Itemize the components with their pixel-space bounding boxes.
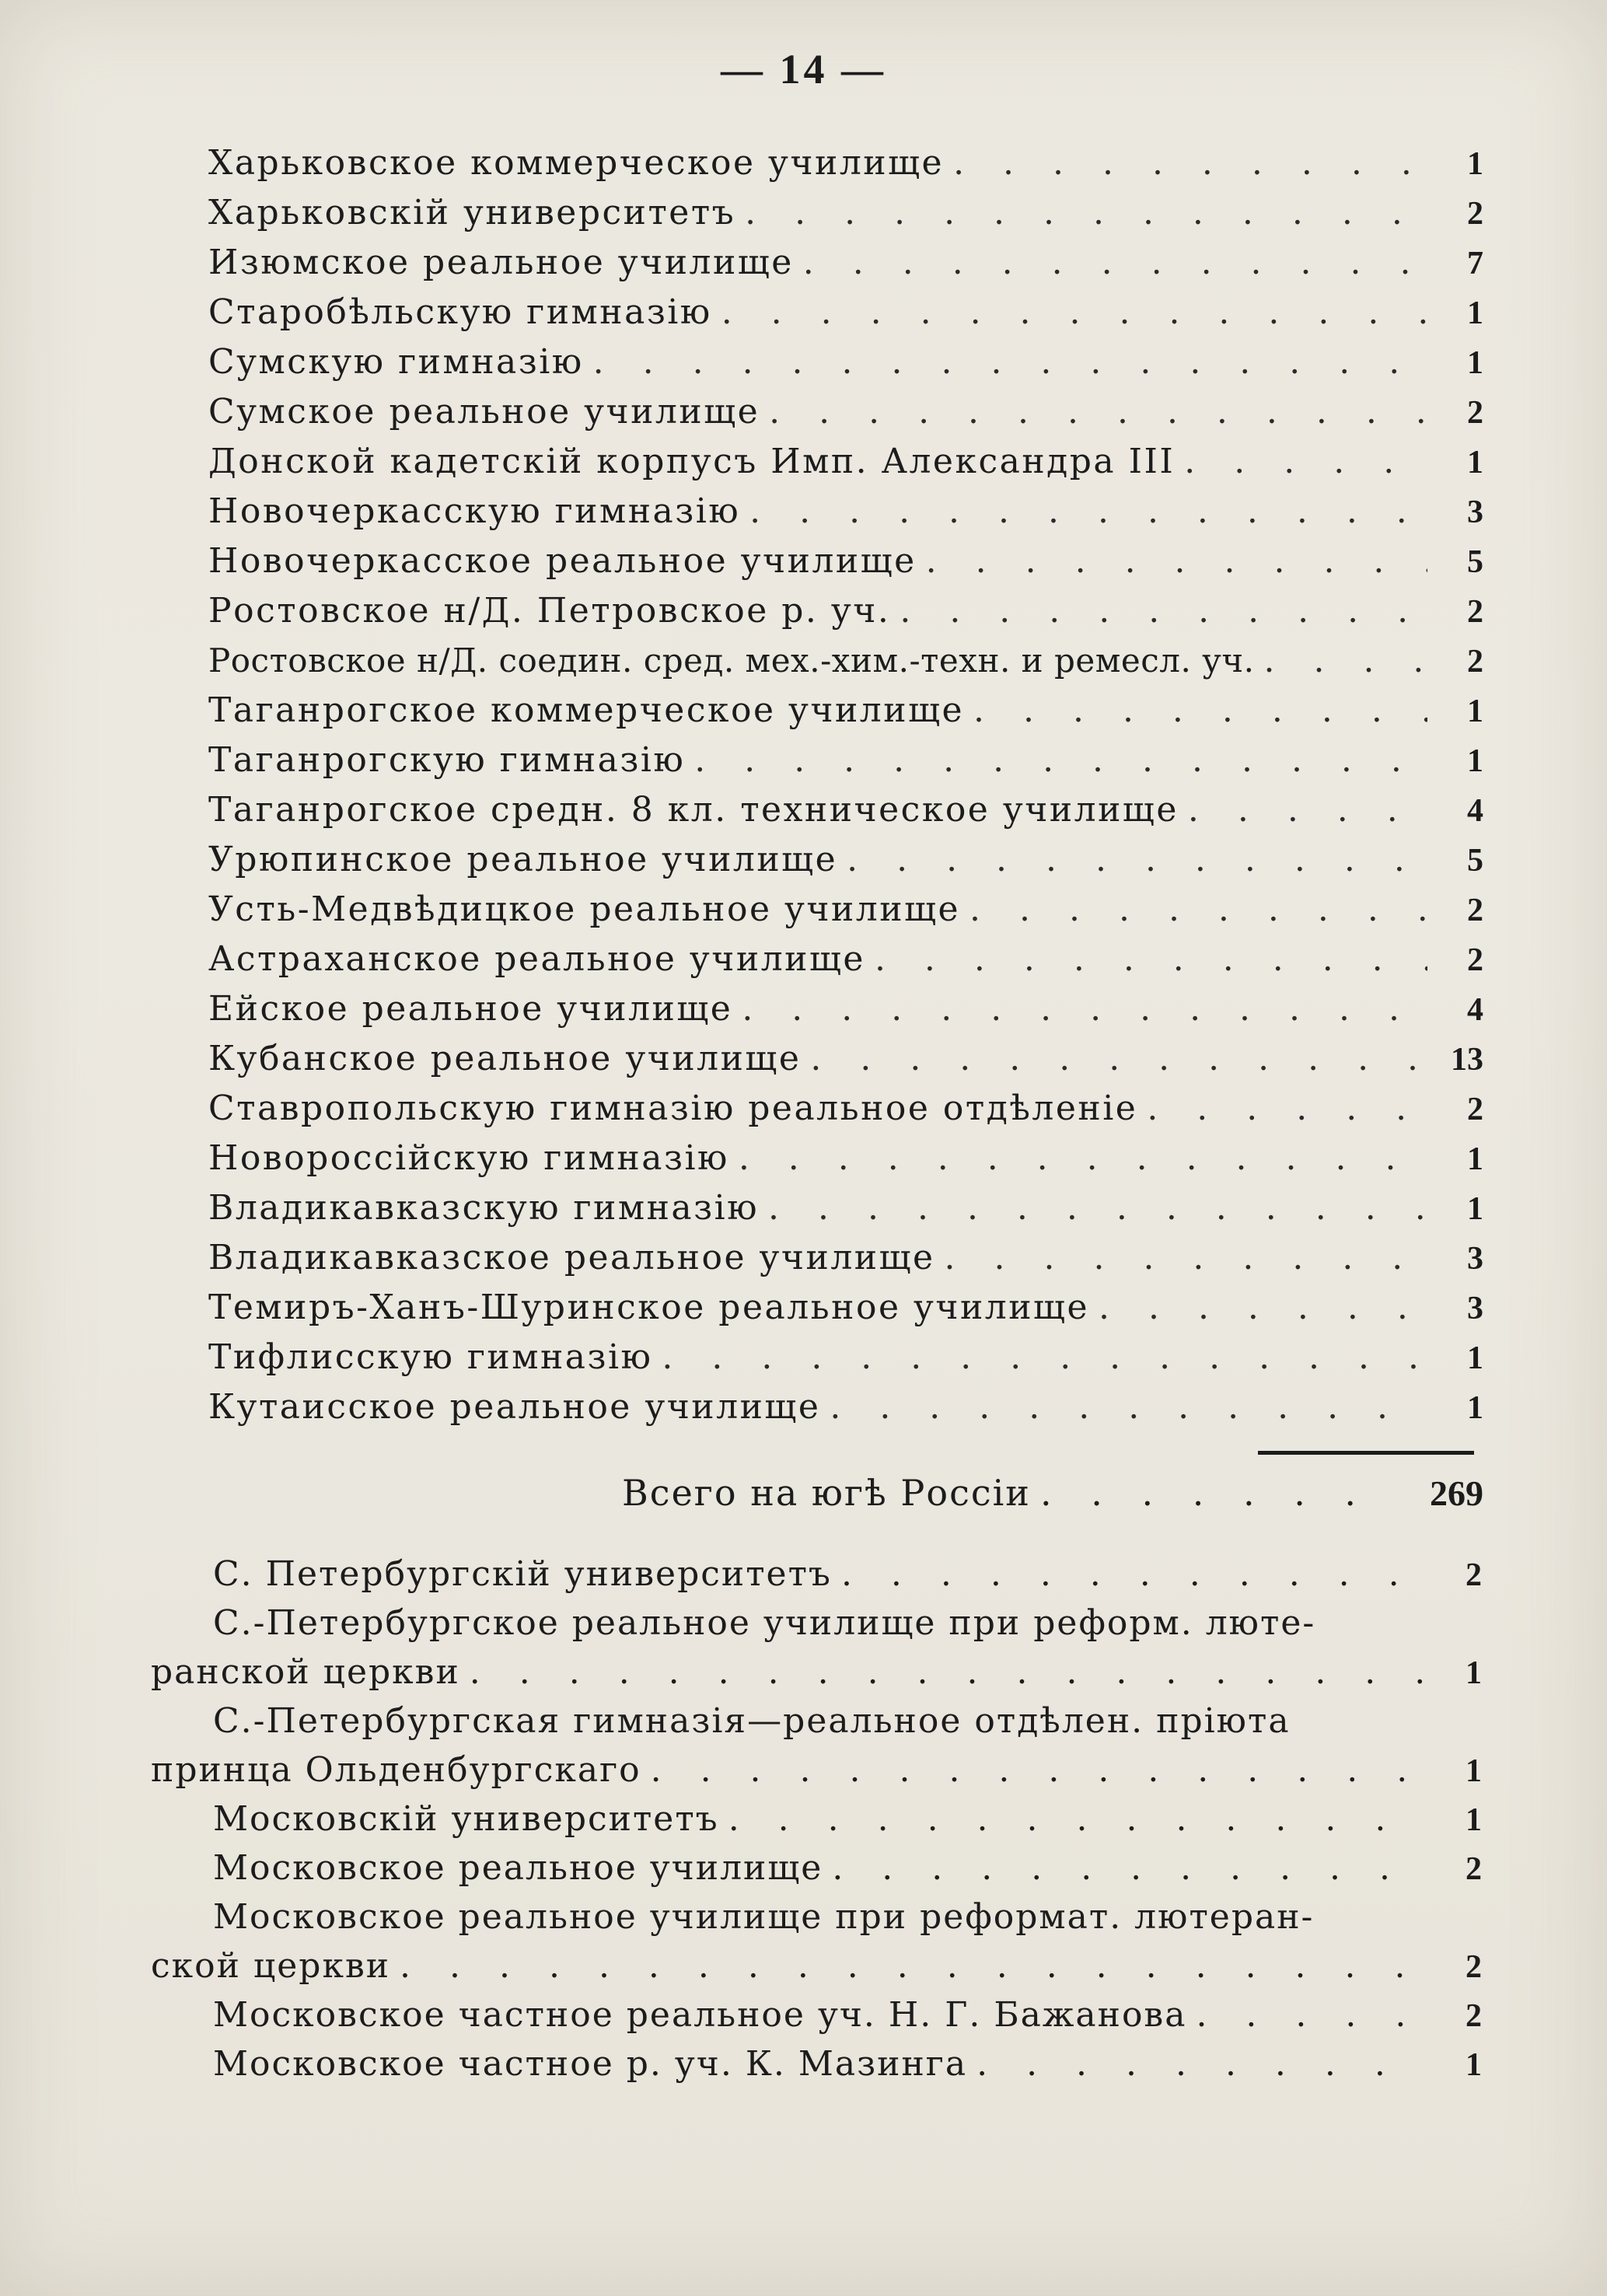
list-item [208,984,1483,1034]
institution-name: Усть-Медвѣдицкое реальное училище [208,889,961,929]
list-item [151,1550,1483,1599]
list-item [208,1333,1483,1382]
dot-leader [742,984,1427,1034]
dot-leader [832,1843,1427,1892]
dot-leader [976,2039,1427,2088]
student-count: 1 [1467,1191,1483,1227]
list-item [208,586,1483,636]
student-count: 4 [1467,793,1483,829]
dot-leader [810,1034,1427,1084]
dot-leader [721,288,1427,337]
institution-name: С. Петербургскій университетъ [213,1554,832,1594]
student-count: 2 [1467,594,1483,630]
student-count: 1 [1466,1802,1483,1838]
student-count: 1 [1466,2047,1483,2083]
student-count: 1 [1466,1655,1483,1691]
institution-name: Таганрогскую гимназію [208,740,686,780]
institution-name: Харьковское коммерческое училище [208,143,945,183]
dot-leader [973,686,1427,736]
student-count: 2 [1466,1851,1483,1887]
list-item [208,188,1483,238]
dot-leader [847,835,1427,885]
dot-leader [1196,1990,1427,2039]
institution-name: Московское реальное училище при реформат. лютеран- [213,1897,1315,1937]
dot-leader [651,1746,1427,1795]
institution-name: Астраханское реальное училище [208,939,865,979]
institution-name: Ейское реальное училище [208,989,733,1029]
list-item [208,885,1483,935]
list-item [208,1134,1483,1183]
student-count: 3 [1467,494,1483,530]
institution-name: Таганрогское коммерческое училище [208,690,965,730]
institution-name: С.-Петербургская гимназія—реальное отдѣлен. пріюта [213,1701,1291,1741]
institution-list [208,138,1483,1432]
dot-leader [969,885,1427,935]
list-item [208,138,1483,188]
institution-name: Старобѣльскую гимназію [208,292,712,332]
list-item [208,337,1483,387]
student-count: 13 [1451,1042,1483,1078]
south-russia-total [622,1465,1483,1521]
dot-leader [470,1648,1427,1697]
institution-name: Новочеркасское реальное училище [208,541,917,581]
institution-name: Харьковскій университетъ [208,193,736,232]
student-count: 1 [1467,1141,1483,1177]
student-count: 7 [1467,246,1483,281]
dot-leader [728,1795,1427,1843]
student-count: 1 [1467,694,1483,729]
institution-name: Кутаисское реальное училище [208,1387,821,1427]
list-item [208,1084,1483,1134]
institution-name: Московское частное реальное уч. Н. Г. Бажанова [213,1995,1187,2035]
dot-leader [768,1183,1427,1233]
student-count: 5 [1467,544,1483,580]
institution-name: Новочеркасскую гимназію [208,491,741,531]
dot-leader [662,1333,1427,1382]
institution-name-cont: ской церкви [151,1946,391,1986]
list-item [151,1795,1483,1843]
student-count: 1 [1467,445,1483,481]
list-item-continued [151,1697,1483,1746]
student-count: 1 [1467,743,1483,779]
student-count: 5 [1467,843,1483,879]
list-item [208,1183,1483,1233]
student-count: 1 [1467,345,1483,381]
student-count: 3 [1467,1291,1483,1326]
institution-name: Владикавказское реальное училище [208,1238,935,1277]
student-count: 1 [1467,1340,1483,1376]
institution-name: Сумское реальное училище [208,392,760,432]
page-number: — 14 — [721,46,886,93]
capitals-list [151,1550,1483,2088]
list-item [208,835,1483,885]
institution-name: Ростовское н/Д. Петровское р. уч. [208,591,891,631]
student-count: 2 [1467,196,1483,232]
dot-leader [1264,636,1428,686]
list-item [208,935,1483,984]
student-count: 1 [1467,295,1483,331]
institution-name: Урюпинское реальное училище [208,840,838,879]
student-count: 2 [1467,1092,1483,1127]
institution-name: Московское частное р. уч. К. Мазинга [213,2044,968,2084]
institution-name: Владикавказскую гимназію [208,1188,760,1228]
list-item [151,1990,1483,2039]
dot-leader [953,138,1427,188]
list-item [208,636,1483,686]
institution-name: Новороссійскую гимназію [208,1138,729,1178]
list-item [151,1941,1483,1990]
list-item [208,1283,1483,1333]
institution-name: Донской кадетскій корпусъ Имп. Александра III [208,442,1176,481]
institution-name: Таганрогское средн. 8 кл. техническое училище [208,790,1179,830]
dot-leader [830,1382,1427,1432]
dot-leader [945,1233,1427,1283]
list-item [208,288,1483,337]
student-count: 3 [1467,1241,1483,1277]
list-item-continued [151,1892,1483,1941]
total-label: Всего на югѣ Россіи [622,1472,1031,1514]
student-count: 2 [1467,893,1483,928]
dot-leader [745,188,1427,238]
institution-name: Темиръ-Ханъ-Шуринское реальное училище [208,1288,1089,1327]
list-item [208,785,1483,835]
dot-leader [900,586,1427,636]
list-item [208,1382,1483,1432]
institution-name: Сумскую гимназію [208,342,584,382]
dot-leader [1099,1283,1427,1333]
institution-name: Тифлисскую гимназію [208,1337,653,1377]
dot-leader [400,1941,1427,1990]
institution-name: Ставропольскую гимназію реальное отдѣленіе [208,1089,1138,1128]
dot-leader [593,337,1427,387]
dot-leader [926,536,1427,586]
institution-name-cont: принца Ольденбургскаго [151,1750,641,1790]
list-item [151,1648,1483,1697]
dot-leader [769,387,1427,437]
student-count: 4 [1467,992,1483,1028]
dot-leader [749,487,1427,536]
list-item [151,2039,1483,2088]
list-item [208,238,1483,288]
list-item [208,1233,1483,1283]
student-count: 1 [1467,1390,1483,1426]
dot-leader [1147,1084,1427,1134]
list-item [208,686,1483,736]
student-count: 2 [1467,395,1483,431]
list-item [208,387,1483,437]
dot-leader [875,935,1427,984]
institution-name: Кубанское реальное училище [208,1039,802,1078]
list-item [208,487,1483,536]
student-count: 2 [1466,1949,1483,1985]
list-item [208,437,1483,487]
student-count: 2 [1466,1557,1483,1593]
list-item [208,536,1483,586]
student-count: 2 [1466,1998,1483,2034]
institution-name: Московское реальное училище [213,1848,823,1888]
institution-name: С.-Петербургское реальное училище при реформ. люте- [213,1603,1316,1643]
dot-leader [841,1550,1427,1599]
list-item [208,736,1483,785]
dot-leader [739,1134,1427,1183]
institution-name: Московскій университетъ [213,1799,719,1839]
list-item [151,1843,1483,1892]
institution-name: Изюмское реальное училище [208,243,794,282]
institution-name: Ростовское н/Д. соедин. сред. мех.-хим.-техн. и ремесл. уч. [208,641,1255,680]
student-count: 2 [1467,644,1483,680]
dot-leader [1188,785,1427,835]
dot-leader [803,238,1427,288]
student-count: 1 [1466,1753,1483,1789]
total-count: 269 [1430,1473,1483,1513]
dot-leader [1040,1465,1396,1521]
student-count: 2 [1467,942,1483,978]
list-item [208,1034,1483,1084]
student-count: 1 [1467,146,1483,182]
institution-name-cont: ранской церкви [151,1652,460,1692]
list-item [151,1746,1483,1795]
total-rule [1258,1451,1474,1455]
dot-leader [694,736,1427,785]
list-item-continued [151,1599,1483,1648]
dot-leader [1184,437,1427,487]
